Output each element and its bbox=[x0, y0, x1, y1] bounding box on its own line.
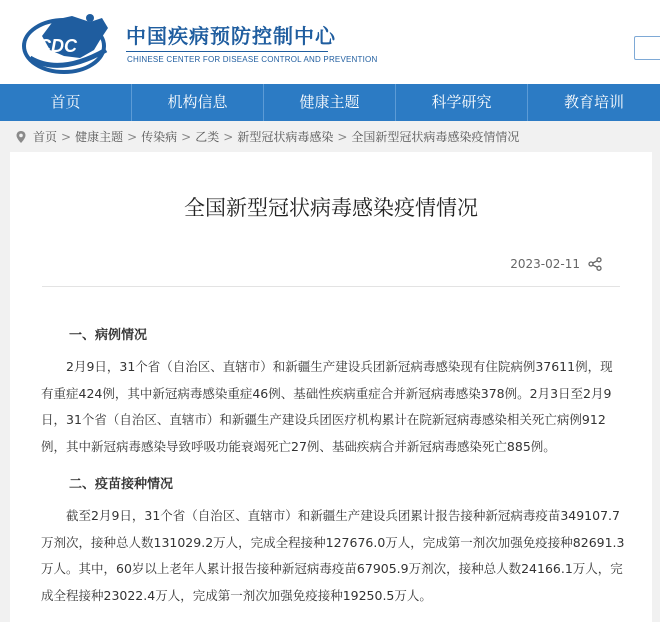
section-heading-vaccination: 二、疫苗接种情况 bbox=[69, 477, 174, 492]
nav-item-health-topics[interactable]: 健康主题 bbox=[264, 84, 396, 121]
nav-item-education[interactable]: 教育培训 bbox=[563, 93, 624, 111]
breadcrumb-home[interactable]: 首页 bbox=[33, 130, 58, 144]
breadcrumb-infectious-disease[interactable]: 传染病 bbox=[141, 130, 178, 144]
logo-text: CDC bbox=[38, 36, 77, 56]
breadcrumb-separator: > bbox=[127, 130, 138, 144]
section-text-cases: 2月9日，31个省（自治区、直辖市）和新疆生产建设兵团新冠病毒感染现有住院病例37611例，现有重症424例，其中新冠病毒感染重症46例、基础性疾病重症合并新冠病毒感染378例。2月3日至2月9日，31个省（自治区、直辖市）和新疆生产建设兵团医疗机构累计在院新冠病毒感染相关死亡病例912例，其中新冠病毒感染导致呼吸功能衰竭死亡27例、基础疾病合并新冠病毒感染死亡885例。 bbox=[41, 359, 613, 454]
breadcrumb-health-topics[interactable]: 健康主题 bbox=[75, 130, 124, 144]
nav-item-organization[interactable]: 机构信息 bbox=[132, 84, 264, 121]
section-heading-cases: 一、病例情况 bbox=[69, 328, 148, 343]
location-pin-icon bbox=[14, 130, 28, 144]
breadcrumb-class-b[interactable]: 乙类 bbox=[195, 130, 220, 144]
breadcrumb-separator: > bbox=[337, 130, 348, 144]
breadcrumb-covid[interactable]: 新型冠状病毒感染 bbox=[237, 130, 334, 144]
brand-name-cn: 中国疾病预防控制中心 bbox=[126, 24, 336, 48]
nav-item-research[interactable]: 科学研究 bbox=[396, 84, 528, 121]
article-meta bbox=[510, 257, 602, 271]
share-icon[interactable] bbox=[588, 257, 602, 271]
article-title: 全国新型冠状病毒感染疫情情况 bbox=[184, 196, 478, 220]
breadcrumb-separator: > bbox=[223, 130, 234, 144]
article-container bbox=[10, 152, 652, 622]
brand-name-en: CHINESE CENTER FOR DISEASE CONTROL AND PREVENTION bbox=[127, 55, 378, 64]
breadcrumb-current[interactable]: 全国新型冠状病毒感染疫情情况 bbox=[351, 130, 520, 144]
breadcrumb-separator: > bbox=[181, 130, 192, 144]
brand-divider bbox=[126, 51, 328, 52]
section-text-vaccination: 截至2月9日，31个省（自治区、直辖市）和新疆生产建设兵团累计报告接种新冠病毒疫苗349107.7万剂次，接种总人数131029.2万人，完成全程接种127676.0万人，完成第一剂次加强免疫接种82691.3万人。其中，60岁以上老年人累计报告接种新冠病毒疫苗67905.9万剂次，接种总人数24166.1万人，完成全程接种23022.4万人，完成第一剂次加强免疫接种19250.5万人。 bbox=[41, 508, 625, 603]
nav-item-home[interactable]: 首页 bbox=[0, 84, 132, 121]
site-header bbox=[0, 0, 660, 84]
main-nav bbox=[0, 84, 660, 121]
breadcrumb-separator: > bbox=[61, 130, 72, 144]
search-input[interactable] bbox=[634, 36, 660, 60]
article-divider bbox=[42, 286, 620, 287]
article-date: 2023-02-11 bbox=[510, 257, 580, 271]
breadcrumb bbox=[14, 126, 519, 148]
